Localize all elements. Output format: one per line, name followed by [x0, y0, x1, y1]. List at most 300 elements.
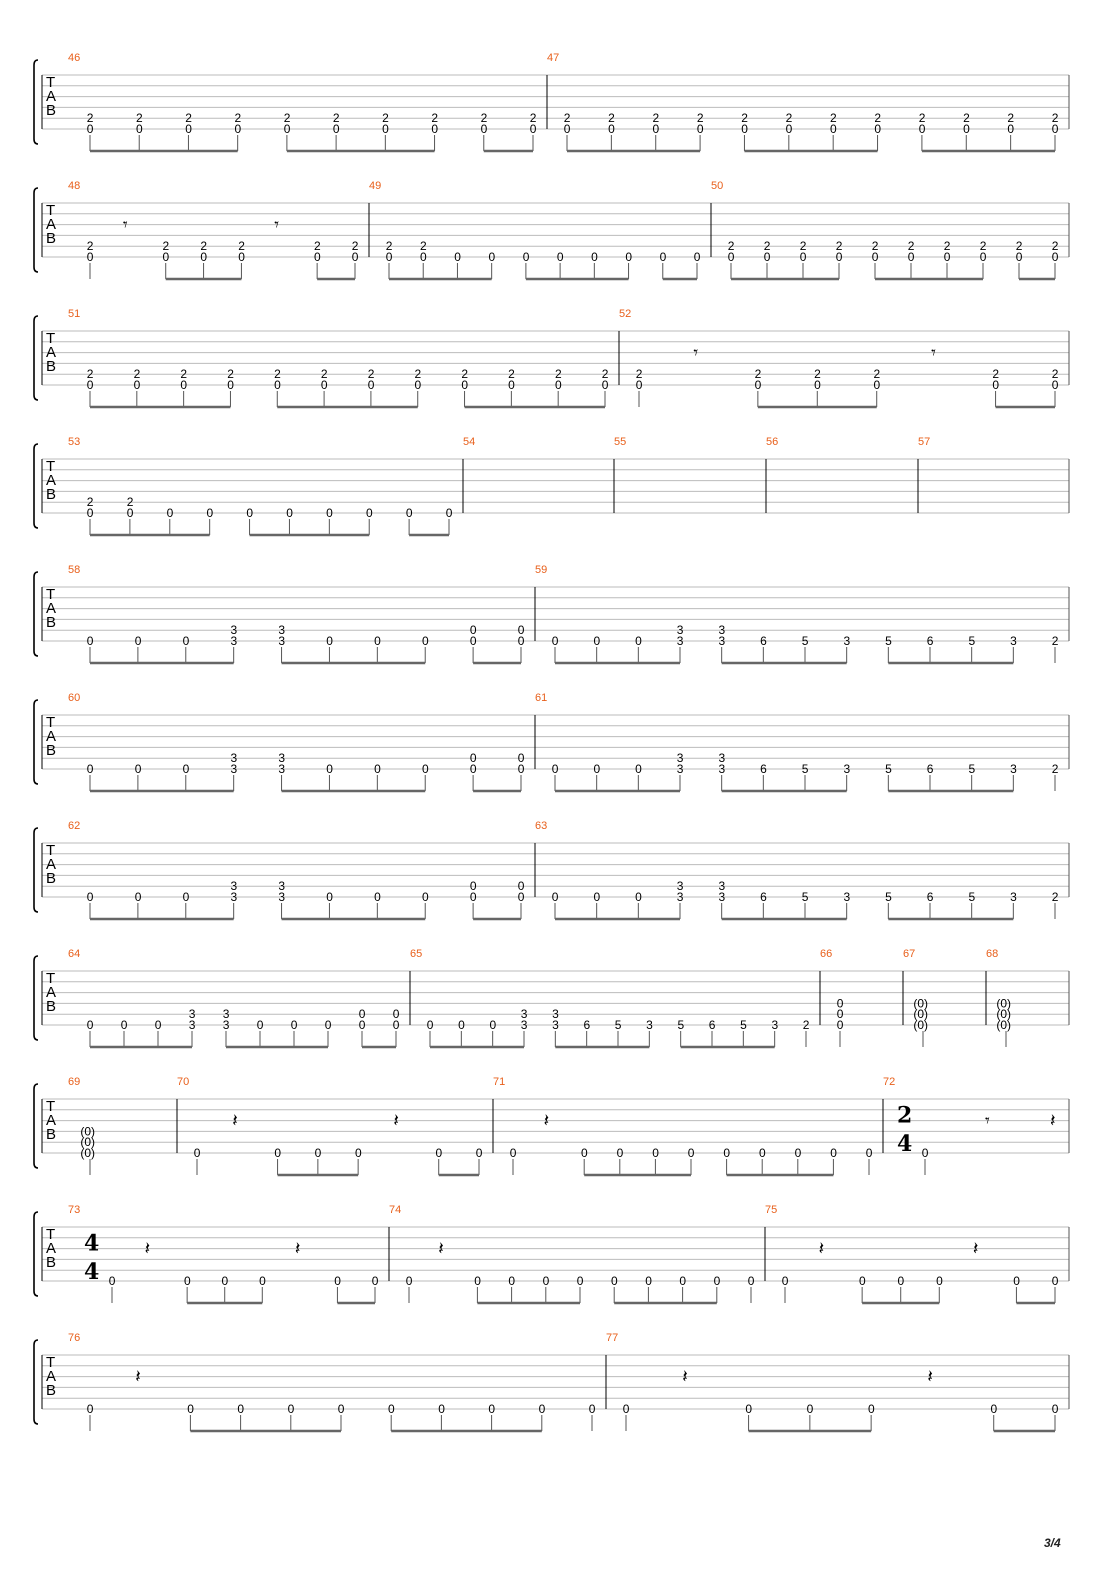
quarter-rest: 𝄽: [144, 1238, 151, 1260]
fret-number: 0: [193, 1146, 201, 1160]
fret-number: 0: [763, 250, 771, 264]
fret-number: 2: [1051, 367, 1059, 382]
fret-number: 0: [835, 250, 843, 264]
fret-number: 2: [420, 239, 427, 254]
fret-number: 2: [873, 367, 881, 382]
fret-number: 0: [422, 890, 429, 904]
fret-number: 2: [608, 111, 615, 126]
measure-number: 60: [68, 692, 81, 704]
measure-number: 74: [389, 1204, 402, 1216]
system-bracket: [34, 1212, 38, 1296]
fret-number: 0: [659, 250, 667, 264]
fret-number: 2: [320, 367, 328, 382]
tab-clef-letter: T: [46, 1226, 56, 1243]
fret-number: (0): [913, 996, 929, 1011]
fret-number: 0: [206, 506, 214, 520]
fret-number: 0: [86, 378, 94, 392]
fret-number: 0: [616, 1146, 624, 1160]
fret-number: 0: [551, 762, 559, 776]
tab-clef-letter: B: [46, 230, 57, 247]
measure-number: 62: [68, 820, 81, 832]
fret-number: 0: [134, 890, 142, 904]
fret-number: 0: [326, 762, 333, 776]
fret-number: 2: [754, 367, 762, 382]
fret-number: 0: [374, 762, 381, 776]
tab-clef-letter: A: [46, 1240, 57, 1257]
fret-number: 0: [517, 751, 525, 766]
fret-number: 0: [897, 1274, 905, 1288]
fret-number: 0: [865, 1146, 873, 1160]
fret-number: 2: [529, 111, 537, 126]
fret-number: 3: [676, 890, 684, 904]
fret-number: 3: [278, 762, 286, 776]
fret-number: 0: [517, 762, 525, 776]
tab-clef-letter: T: [46, 74, 56, 91]
fret-number: 2: [1051, 239, 1059, 254]
tab-clef-letter: T: [46, 1098, 56, 1115]
fret-number: 0: [86, 762, 94, 776]
fret-number: 0: [723, 1146, 731, 1160]
fret-number: 0: [871, 250, 879, 264]
fret-number: 3: [718, 879, 726, 894]
fret-number: 0: [469, 751, 477, 766]
fret-number: 0: [622, 1402, 630, 1416]
measure-number: 50: [711, 180, 724, 192]
eighth-rest: 𝄾: [122, 214, 128, 236]
fret-number: 0: [326, 634, 333, 648]
fret-number: 3: [676, 634, 684, 648]
tab-clef-letter: A: [46, 472, 57, 489]
tab-clef-letter: T: [46, 586, 56, 603]
fret-number: 0: [508, 378, 515, 392]
fret-number: 0: [517, 879, 525, 894]
fret-number: 0: [287, 1402, 295, 1416]
fret-number: 0: [652, 122, 660, 136]
measure-number: 70: [177, 1076, 190, 1088]
fret-number: 3: [222, 1018, 230, 1032]
tab-clef-letter: T: [46, 330, 56, 347]
fret-number: 0: [593, 634, 601, 648]
fret-number: 2: [1051, 634, 1059, 648]
fret-number: 0: [551, 890, 559, 904]
fret-number: 2: [283, 111, 291, 126]
fret-number: 2: [508, 367, 515, 382]
fret-number: 0: [422, 634, 429, 648]
fret-number: 0: [134, 634, 142, 648]
fret-number: 0: [185, 122, 192, 136]
fret-number: 0: [286, 506, 293, 520]
fret-number: 2: [814, 367, 821, 382]
fret-number: 0: [324, 1018, 332, 1032]
fret-number: 2: [979, 239, 987, 254]
eighth-rest: 𝄾: [274, 214, 280, 236]
fret-number: 3: [843, 634, 851, 648]
fret-number: 0: [635, 762, 642, 776]
fret-number: 0: [86, 1018, 94, 1032]
tab-clef-letter: T: [46, 714, 56, 731]
fret-number: 0: [290, 1018, 298, 1032]
fret-number: 2: [274, 367, 281, 382]
time-signature-top: 4: [84, 1230, 100, 1257]
fret-number: 2: [367, 367, 375, 382]
fret-number: 0: [274, 1146, 282, 1160]
system-bracket: [34, 60, 38, 144]
fret-number: 0: [551, 634, 559, 648]
fret-number: 2: [943, 239, 951, 254]
fret-number: (0): [913, 1018, 929, 1032]
fret-number: 0: [283, 122, 291, 136]
fret-number: 3: [646, 1018, 653, 1032]
quarter-rest: 𝄽: [818, 1238, 825, 1260]
fret-number: 0: [990, 1402, 998, 1416]
tab-clef-letter: T: [46, 1354, 56, 1371]
quarter-rest: 𝄽: [438, 1238, 444, 1260]
fret-number: 0: [608, 122, 615, 136]
fret-number: 0: [693, 250, 701, 264]
fret-number: 0: [431, 122, 439, 136]
system-bracket: [34, 188, 38, 272]
system-bracket: [34, 828, 38, 912]
measure-number: 53: [68, 436, 81, 448]
fret-number: 0: [133, 378, 141, 392]
tab-clef-letter: B: [46, 486, 57, 503]
tab-clef-letter: A: [46, 600, 57, 617]
fret-number: 2: [385, 239, 393, 254]
measure-number: 59: [535, 564, 548, 576]
tab-clef-letter: A: [46, 1368, 57, 1385]
fret-number: 2: [696, 111, 704, 126]
tab-clef-letter: B: [46, 614, 57, 631]
tab-clef-letter: T: [46, 842, 56, 859]
quarter-rest: 𝄽: [1050, 1110, 1056, 1132]
fret-number: 0: [611, 1274, 618, 1288]
time-signature-bottom: 4: [84, 1259, 100, 1285]
fret-number: 3: [188, 1007, 196, 1022]
fret-number: 0: [237, 1402, 245, 1416]
fret-number: 0: [754, 378, 762, 392]
fret-number: 0: [727, 250, 735, 264]
tab-clef-letter: B: [46, 1382, 57, 1399]
fret-number: 0: [438, 1402, 445, 1416]
tab-clef-letter: A: [46, 216, 57, 233]
fret-number: 6: [926, 762, 934, 776]
fret-number: 3: [520, 1007, 528, 1022]
fret-number: 2: [200, 239, 208, 254]
fret-number: 0: [166, 506, 174, 520]
quarter-rest: 𝄽: [927, 1366, 933, 1388]
tab-clef-letter: B: [46, 870, 57, 887]
fret-number: 0: [588, 1402, 596, 1416]
fret-number: 0: [162, 250, 170, 264]
fret-number: 3: [843, 890, 851, 904]
fret-number: 3: [230, 623, 238, 638]
fret-number: 0: [374, 890, 381, 904]
fret-number: 0: [182, 890, 190, 904]
fret-number: 0: [554, 378, 562, 392]
fret-number: 2: [727, 239, 735, 254]
fret-number: 2: [554, 367, 562, 382]
fret-number: 0: [542, 1274, 550, 1288]
fret-number: 0: [591, 250, 598, 264]
tab-clef-letter: T: [46, 458, 56, 475]
fret-number: 3: [843, 762, 851, 776]
fret-number: 3: [676, 762, 684, 776]
system-bracket: [34, 1340, 38, 1424]
eighth-rest: 𝄾: [693, 342, 699, 364]
fret-number: 5: [740, 1018, 747, 1032]
fret-number: 5: [968, 890, 976, 904]
tab-clef-letter: B: [46, 742, 57, 759]
fret-number: 0: [517, 623, 525, 638]
fret-number: 0: [781, 1274, 789, 1288]
fret-number: 2: [86, 367, 94, 382]
fret-number: 0: [405, 506, 413, 520]
fret-number: 0: [601, 378, 609, 392]
measure-number: 46: [68, 52, 81, 64]
fret-number: 0: [474, 1274, 481, 1288]
fret-number: 0: [183, 1274, 191, 1288]
fret-number: 2: [382, 111, 389, 126]
fret-number: 6: [583, 1018, 591, 1032]
fret-number: 0: [799, 250, 807, 264]
fret-number: 0: [334, 1274, 341, 1288]
fret-number: 0: [1013, 1274, 1020, 1288]
tab-clef-letter: B: [46, 102, 57, 119]
fret-number: 0: [86, 1402, 94, 1416]
fret-number: 2: [480, 111, 488, 126]
fret-number: 0: [454, 250, 461, 264]
fret-number: 0: [508, 1274, 516, 1288]
fret-number: 0: [593, 762, 601, 776]
fret-number: 0: [435, 1146, 443, 1160]
tab-clef-letter: B: [46, 1126, 57, 1143]
fret-number: 0: [358, 1018, 366, 1032]
fret-number: 0: [867, 1402, 875, 1416]
fret-number: (0): [996, 1007, 1012, 1022]
fret-number: 3: [552, 1018, 559, 1032]
measure-number: 47: [547, 52, 560, 64]
measure-number: 63: [535, 820, 548, 832]
fret-number: 0: [469, 634, 477, 648]
fret-number: 2: [86, 111, 94, 126]
quarter-rest: 𝄽: [682, 1366, 688, 1388]
fret-number: 0: [517, 890, 525, 904]
time-signature-top: 2: [897, 1102, 913, 1129]
fret-number: 0: [313, 250, 321, 264]
fret-number: 0: [538, 1402, 546, 1416]
fret-number: 0: [1051, 1274, 1059, 1288]
quarter-rest: 𝄽: [972, 1238, 979, 1260]
fret-number: 3: [230, 634, 238, 648]
measure-number: 65: [410, 948, 423, 960]
quarter-rest: 𝄽: [294, 1238, 301, 1260]
fret-number: 0: [86, 122, 94, 136]
fret-number: 0: [405, 1274, 413, 1288]
fret-number: 0: [382, 122, 389, 136]
page-number: 3/4: [1044, 1536, 1061, 1550]
eighth-rest: 𝄾: [985, 1110, 990, 1132]
fret-number: 0: [907, 250, 915, 264]
fret-number: 3: [230, 762, 238, 776]
fret-number: 0: [936, 1274, 943, 1288]
fret-number: 0: [126, 506, 134, 520]
fret-number: 3: [1010, 634, 1017, 648]
quarter-rest: 𝄽: [393, 1110, 399, 1132]
fret-number: 3: [1010, 890, 1017, 904]
measure-number: 56: [766, 436, 779, 448]
fret-number: 0: [422, 762, 429, 776]
fret-number: 0: [1007, 122, 1015, 136]
fret-number: 2: [829, 111, 837, 126]
fret-number: 3: [278, 634, 286, 648]
fret-number: 0: [337, 1402, 345, 1416]
fret-number: 5: [885, 762, 892, 776]
eighth-rest: 𝄾: [931, 342, 936, 364]
fret-number: 0: [86, 634, 94, 648]
measure-number: 75: [765, 1204, 778, 1216]
fret-number: 0: [1051, 1402, 1059, 1416]
fret-number: 2: [802, 1018, 810, 1032]
fret-number: 0: [259, 1274, 266, 1288]
fret-number: 0: [136, 122, 143, 136]
fret-number: 3: [718, 762, 726, 776]
fret-number: 5: [614, 1018, 622, 1032]
fret-number: 2: [918, 111, 926, 126]
fret-number: 2: [133, 367, 141, 382]
fret-number: 2: [563, 111, 571, 126]
fret-number: (0): [80, 1146, 96, 1160]
fret-number: 0: [830, 1146, 837, 1160]
fret-number: 0: [488, 1402, 496, 1416]
fret-number: (0): [80, 1135, 96, 1150]
fret-number: 2: [963, 111, 970, 126]
fret-number: 0: [794, 1146, 802, 1160]
fret-number: 0: [469, 879, 477, 894]
fret-number: 3: [718, 634, 726, 648]
measure-number: 77: [606, 1332, 619, 1344]
fret-number: 0: [836, 1018, 844, 1032]
fret-number: 2: [86, 239, 94, 254]
fret-number: 0: [200, 250, 208, 264]
measure-number: 52: [619, 308, 632, 320]
tab-clef-letter: B: [46, 1254, 57, 1271]
fret-number: 0: [645, 1274, 652, 1288]
fret-number: 0: [366, 506, 373, 520]
fret-number: 0: [635, 890, 642, 904]
measure-number: 49: [369, 180, 382, 192]
fret-number: 0: [469, 762, 477, 776]
fret-number: 0: [836, 996, 844, 1011]
fret-number: 0: [414, 378, 422, 392]
tab-clef-letter: T: [46, 970, 56, 987]
measure-number: 73: [68, 1204, 81, 1216]
fret-number: 0: [358, 1007, 366, 1022]
fret-number: 0: [86, 506, 94, 520]
fret-number: 0: [120, 1018, 128, 1032]
fret-number: 0: [420, 250, 427, 264]
fret-number: 3: [188, 1018, 196, 1032]
fret-number: 0: [187, 1402, 194, 1416]
measure-number: 57: [918, 436, 931, 448]
fret-number: 0: [445, 506, 453, 520]
fret-number: 0: [858, 1274, 866, 1288]
fret-number: 3: [520, 1018, 528, 1032]
fret-number: 0: [921, 1146, 929, 1160]
fret-number: 2: [907, 239, 915, 254]
fret-number: 0: [943, 250, 951, 264]
fret-number: 0: [873, 378, 881, 392]
fret-number: 2: [332, 111, 340, 126]
fret-number: (0): [996, 1018, 1012, 1032]
tab-clef-letter: A: [46, 88, 57, 105]
time-signature-bottom: 4: [897, 1131, 913, 1157]
fret-number: 0: [581, 1146, 588, 1160]
quarter-rest: 𝄽: [135, 1366, 141, 1388]
fret-number: 0: [134, 762, 142, 776]
fret-number: 3: [278, 879, 286, 894]
fret-number: 0: [696, 122, 704, 136]
measure-number: 66: [820, 948, 833, 960]
fret-number: 0: [785, 122, 793, 136]
fret-number: 0: [182, 762, 190, 776]
fret-number: 0: [992, 378, 1000, 392]
fret-number: 5: [801, 762, 809, 776]
fret-number: 0: [679, 1274, 687, 1288]
fret-number: 0: [469, 890, 477, 904]
fret-number: 0: [1015, 250, 1023, 264]
fret-number: 0: [814, 378, 821, 392]
fret-number: 6: [926, 634, 934, 648]
fret-number: 3: [230, 890, 238, 904]
tab-clef-letter: A: [46, 1112, 57, 1129]
measure-number: 58: [68, 564, 81, 576]
measure-number: 64: [68, 948, 81, 960]
fret-number: 0: [367, 378, 375, 392]
fret-number: 3: [230, 751, 238, 766]
fret-number: 0: [713, 1274, 721, 1288]
fret-number: 2: [313, 239, 321, 254]
fret-number: 2: [1015, 239, 1023, 254]
fret-number: 0: [351, 250, 359, 264]
fret-number: 3: [718, 751, 726, 766]
fret-number: 0: [563, 122, 571, 136]
fret-number: 0: [246, 506, 254, 520]
fret-number: 2: [835, 239, 843, 254]
fret-number: 2: [741, 111, 748, 126]
fret-number: 2: [1007, 111, 1015, 126]
fret-number: 2: [351, 239, 359, 254]
fret-number: 0: [469, 623, 477, 638]
tab-clef-letter: B: [46, 358, 57, 375]
fret-number: 2: [414, 367, 422, 382]
fret-number: 0: [354, 1146, 362, 1160]
fret-number: 0: [480, 122, 488, 136]
fret-number: 3: [222, 1007, 230, 1022]
fret-number: 0: [747, 1274, 755, 1288]
fret-number: 0: [326, 890, 333, 904]
fret-number: 3: [718, 623, 726, 638]
fret-number: 2: [799, 239, 807, 254]
fret-number: 0: [836, 1007, 844, 1022]
fret-number: 0: [979, 250, 987, 264]
fret-number: 2: [1051, 890, 1059, 904]
fret-number: 0: [687, 1146, 695, 1160]
fret-number: 5: [885, 634, 892, 648]
fret-number: 0: [392, 1018, 400, 1032]
fret-number: 3: [278, 623, 286, 638]
fret-number: 0: [426, 1018, 434, 1032]
fret-number: 0: [314, 1146, 322, 1160]
